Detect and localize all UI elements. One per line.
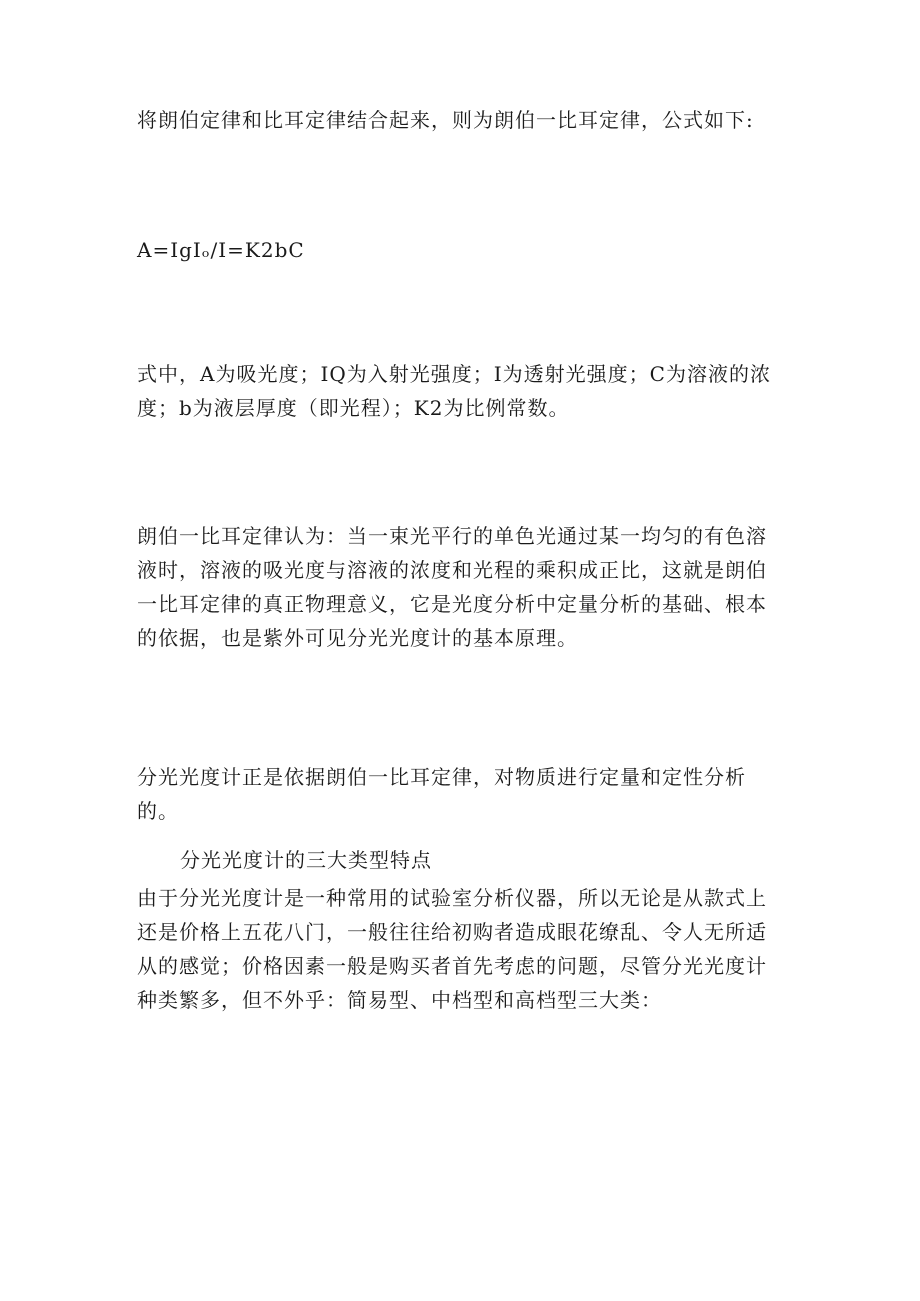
paragraph-definitions: 式中，A为吸光度；IQ为入射光强度；I为透射光强度；C为溶液的浓度；b为液层厚度（即光程）；K2为比例常数。	[137, 362, 771, 420]
section-heading: 分光光度计的三大类型特点	[180, 848, 432, 872]
paragraph-application: 分光光度计正是依据朗伯一比耳定律，对物质进行定量和定性分析的。	[137, 765, 746, 823]
paragraph-law-meaning: 朗伯一比耳定律认为：当一束光平行的单色光通过某一均匀的有色溶液时，溶液的吸光度与溶液的浓度和光程的乘积成正比，这就是朗伯一比耳定律的真正物理意义，它是光度分析中定量分析的基础、根本的依据，也是紫外可见分光光度计的基本原理。	[137, 524, 767, 650]
paragraph-types: 由于分光光度计是一种常用的试验室分析仪器，所以无论是从款式上还是价格上五花八门，一般往往给初购者造成眼花缭乱、令人无所适从的感觉；价格因素一般是购买者首先考虑的问题，尽管分光光度计种类繁多，但不外乎：简易型、中档型和高档型三大类：	[137, 886, 767, 1012]
formula-line: A=IgIₒ/I=K2bC	[137, 238, 305, 262]
paragraph-intro: 将朗伯定律和比耳定律结合起来，则为朗伯一比耳定律，公式如下:	[137, 108, 754, 132]
